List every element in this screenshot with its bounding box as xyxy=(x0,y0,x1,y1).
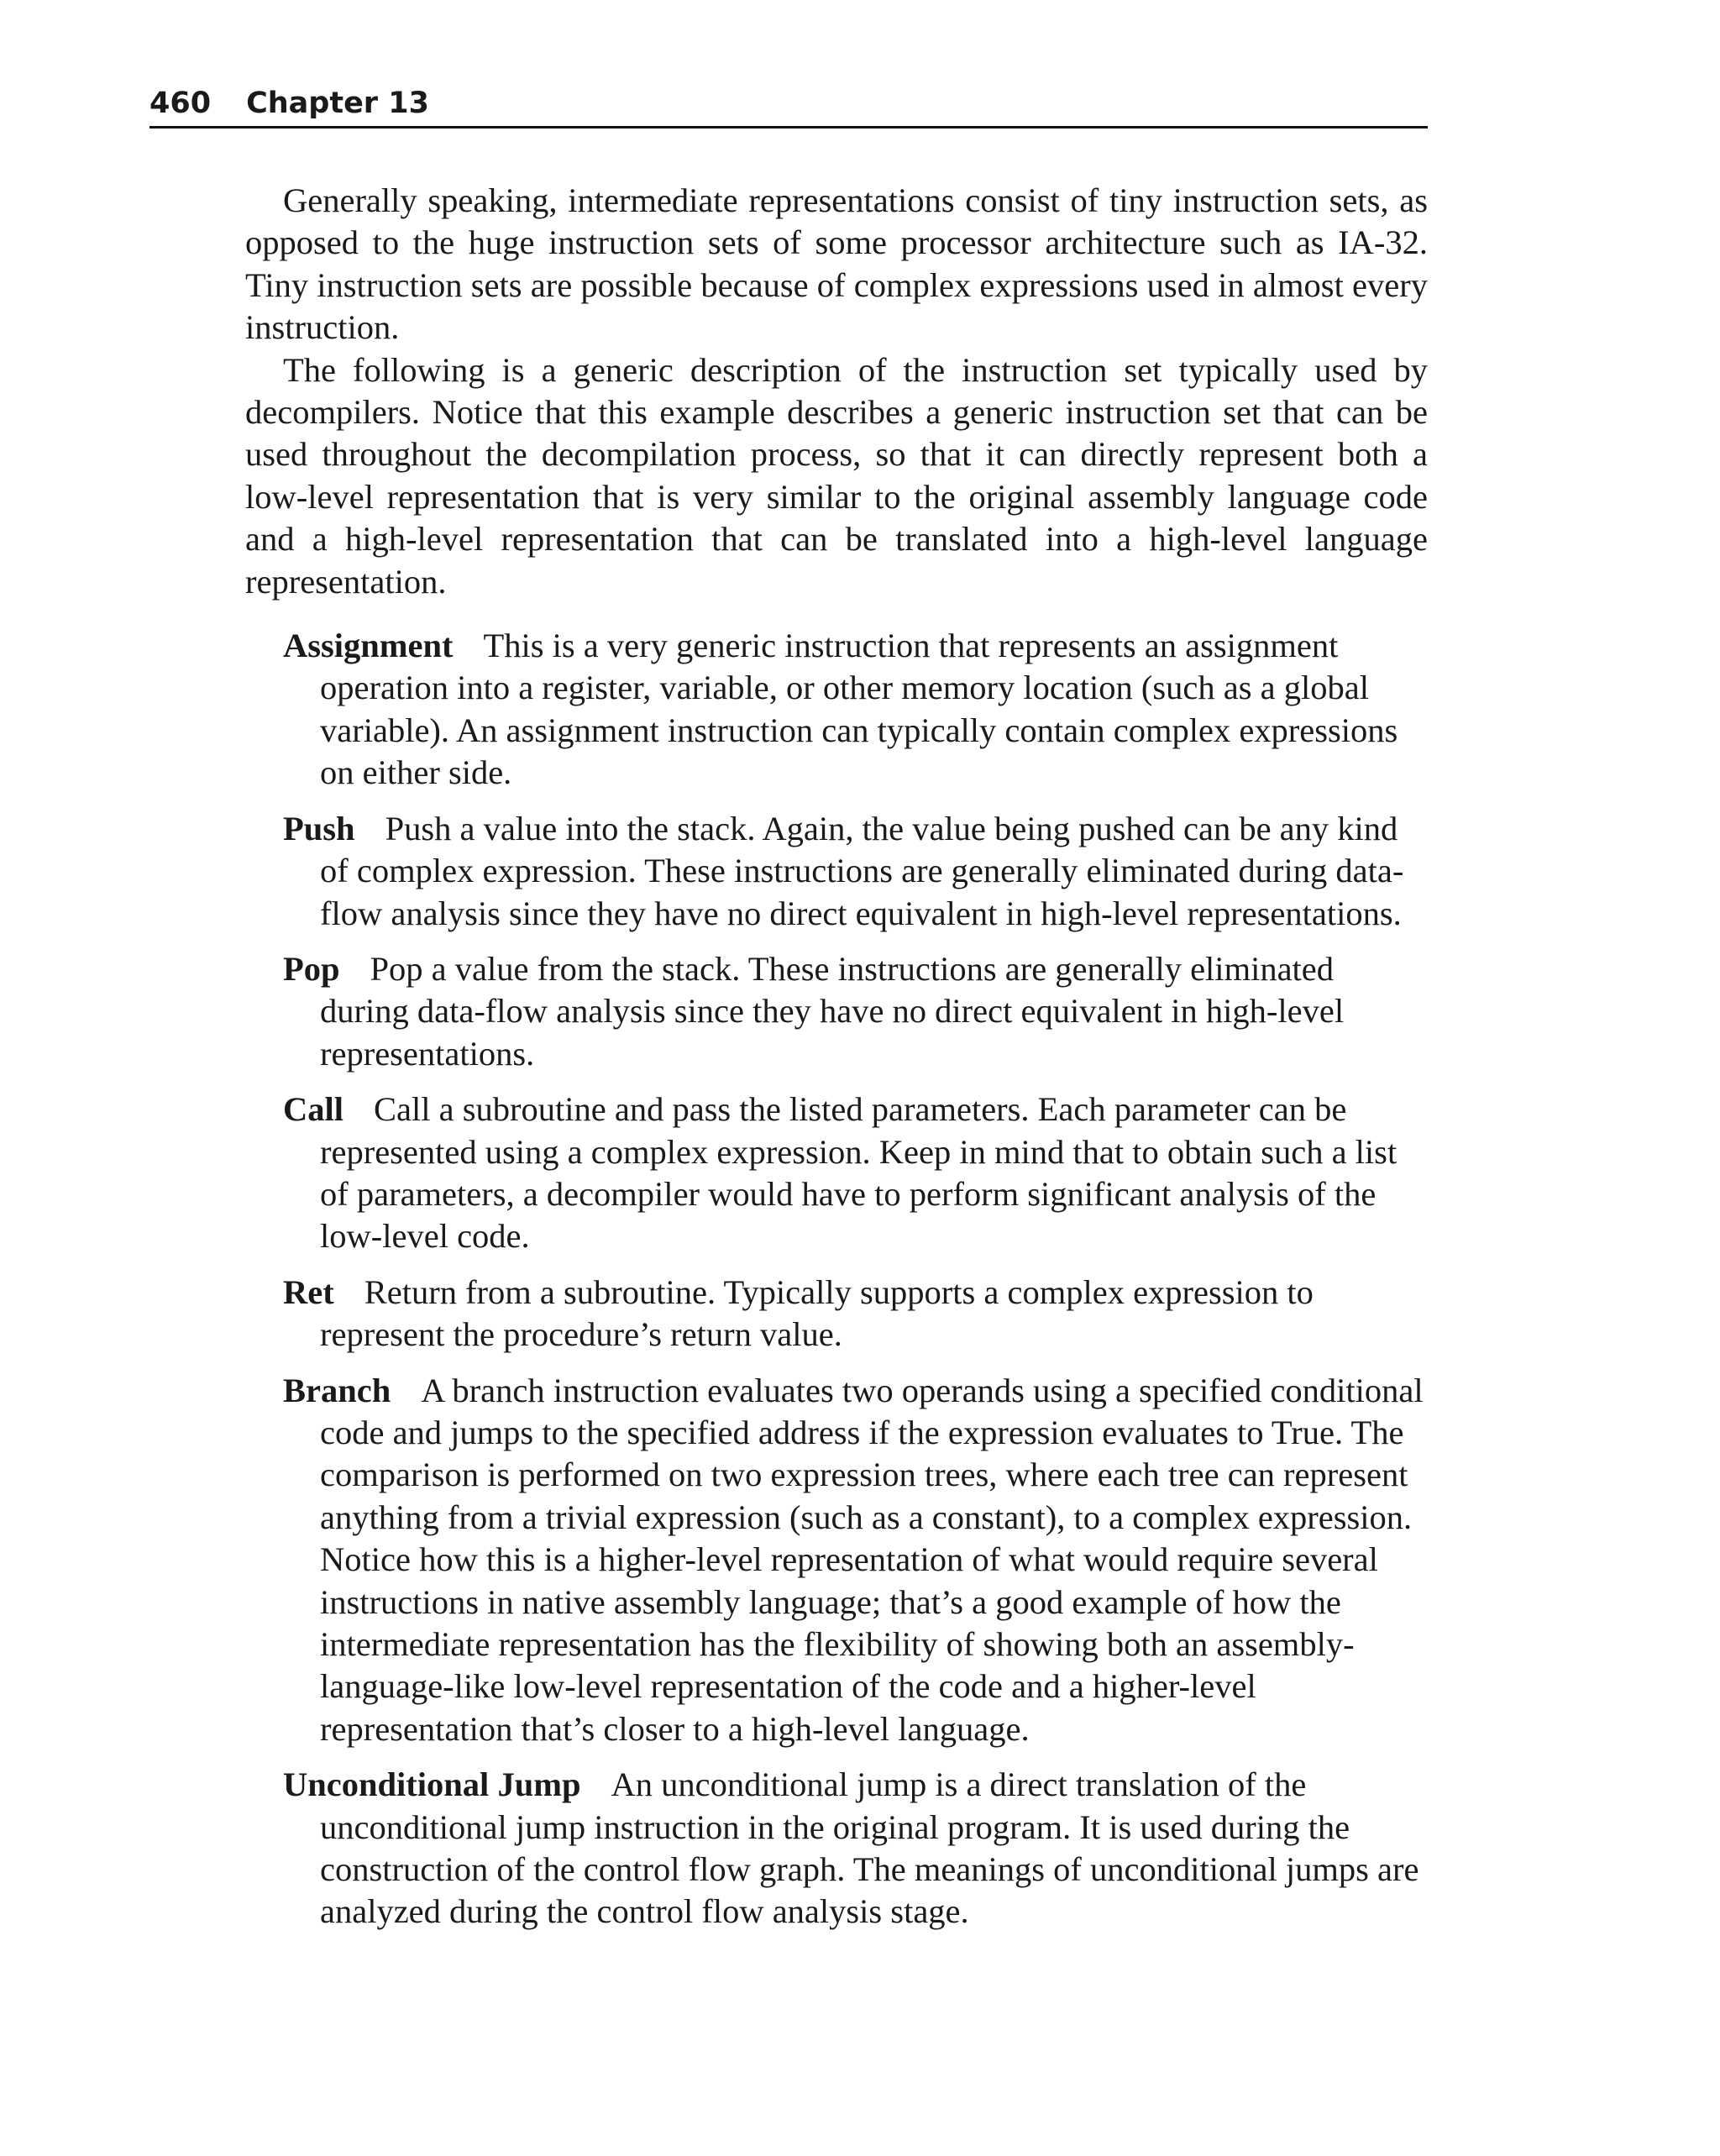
definition-text: This is a very generic instruction that represents an assignment operation into a register, variable, or other memory location (such as a global variable). An assignment instruction can typically contain complex expressions on either side. xyxy=(320,627,1398,792)
instruction-definition-list xyxy=(245,625,1428,1933)
definition-push xyxy=(245,808,1428,935)
definition-term: Push xyxy=(283,809,355,847)
definition-text: Pop a value from the stack. These instructions are generally eliminated during data-flow analysis since they have no direct equivalent in high-level representations. xyxy=(320,949,1345,1073)
chapter-label: Chapter 13 xyxy=(246,87,429,120)
definition-text: Call a subroutine and pass the listed parameters. Each parameter can be represented using a complex expression. Keep in mind that to obtain such a list of parameters, a decompiler would have to perform significant analysis of the low-level code. xyxy=(320,1090,1398,1256)
definition-call xyxy=(245,1088,1428,1258)
definition-text: An unconditional jump is a direct translation of the unconditional jump instruction in the original program. It is used during the construction of the control flow graph. The meanings of unconditional jumps are analyzed during the control flow analysis stage. xyxy=(320,1765,1419,1931)
definition-term: Ret xyxy=(283,1272,334,1311)
definition-term: Call xyxy=(283,1090,344,1129)
running-head xyxy=(149,84,1428,129)
definition-assignment xyxy=(245,625,1428,795)
definition-term: Branch xyxy=(283,1371,391,1409)
definition-text: Push a value into the stack. Again, the value being pushed can be any kind of complex expression. These instructions are generally eliminated during data-flow analysis since they have no direct equivalent in high-level representations. xyxy=(320,809,1404,932)
definition-text: A branch instruction evaluates two operands using a specified conditional code and jumps to the specified address if the expression evaluates to True. The comparison is performed on two expression trees, where each tree can represent anything from a trivial expression (such as a constant), to a complex expression. Notice how this is a higher-level representation of what would require several instructions in native assembly language; that’s a good example of how the intermediate representation has the flexibility of showing both an assembly-language-like low-level representation of the code and a higher-level representation that’s closer to a high-level language. xyxy=(320,1371,1424,1748)
page-body xyxy=(245,180,1428,1933)
definition-text: Return from a subroutine. Typically supports a complex expression to represent the procedure’s return value. xyxy=(320,1272,1314,1354)
definition-branch xyxy=(245,1370,1428,1751)
definition-term: Unconditional Jump xyxy=(283,1765,581,1804)
definition-term: Assignment xyxy=(283,627,454,665)
body-paragraph-2: The following is a generic description of the instruction set typically used by decompilers. Notice that this example describes a generic instruction set that can be used throughout the decompilation process, so that it can directly represent both a low-level representation that is very similar to the original assembly language code and a high-level representation that can be translated into a high-level language representation. xyxy=(245,350,1428,601)
page-number: 460 xyxy=(149,87,212,120)
definition-term: Pop xyxy=(283,949,340,988)
body-paragraph-1: Generally speaking, intermediate representations consist of tiny instruction sets, as opposed to the huge instruction sets of some processor architecture such as IA-32. Tiny instruction sets are possible because of complex expressions used in almost every instruction. xyxy=(245,181,1428,347)
definition-pop xyxy=(245,948,1428,1075)
definition-ret xyxy=(245,1272,1428,1356)
definition-unconditional-jump xyxy=(245,1764,1428,1933)
